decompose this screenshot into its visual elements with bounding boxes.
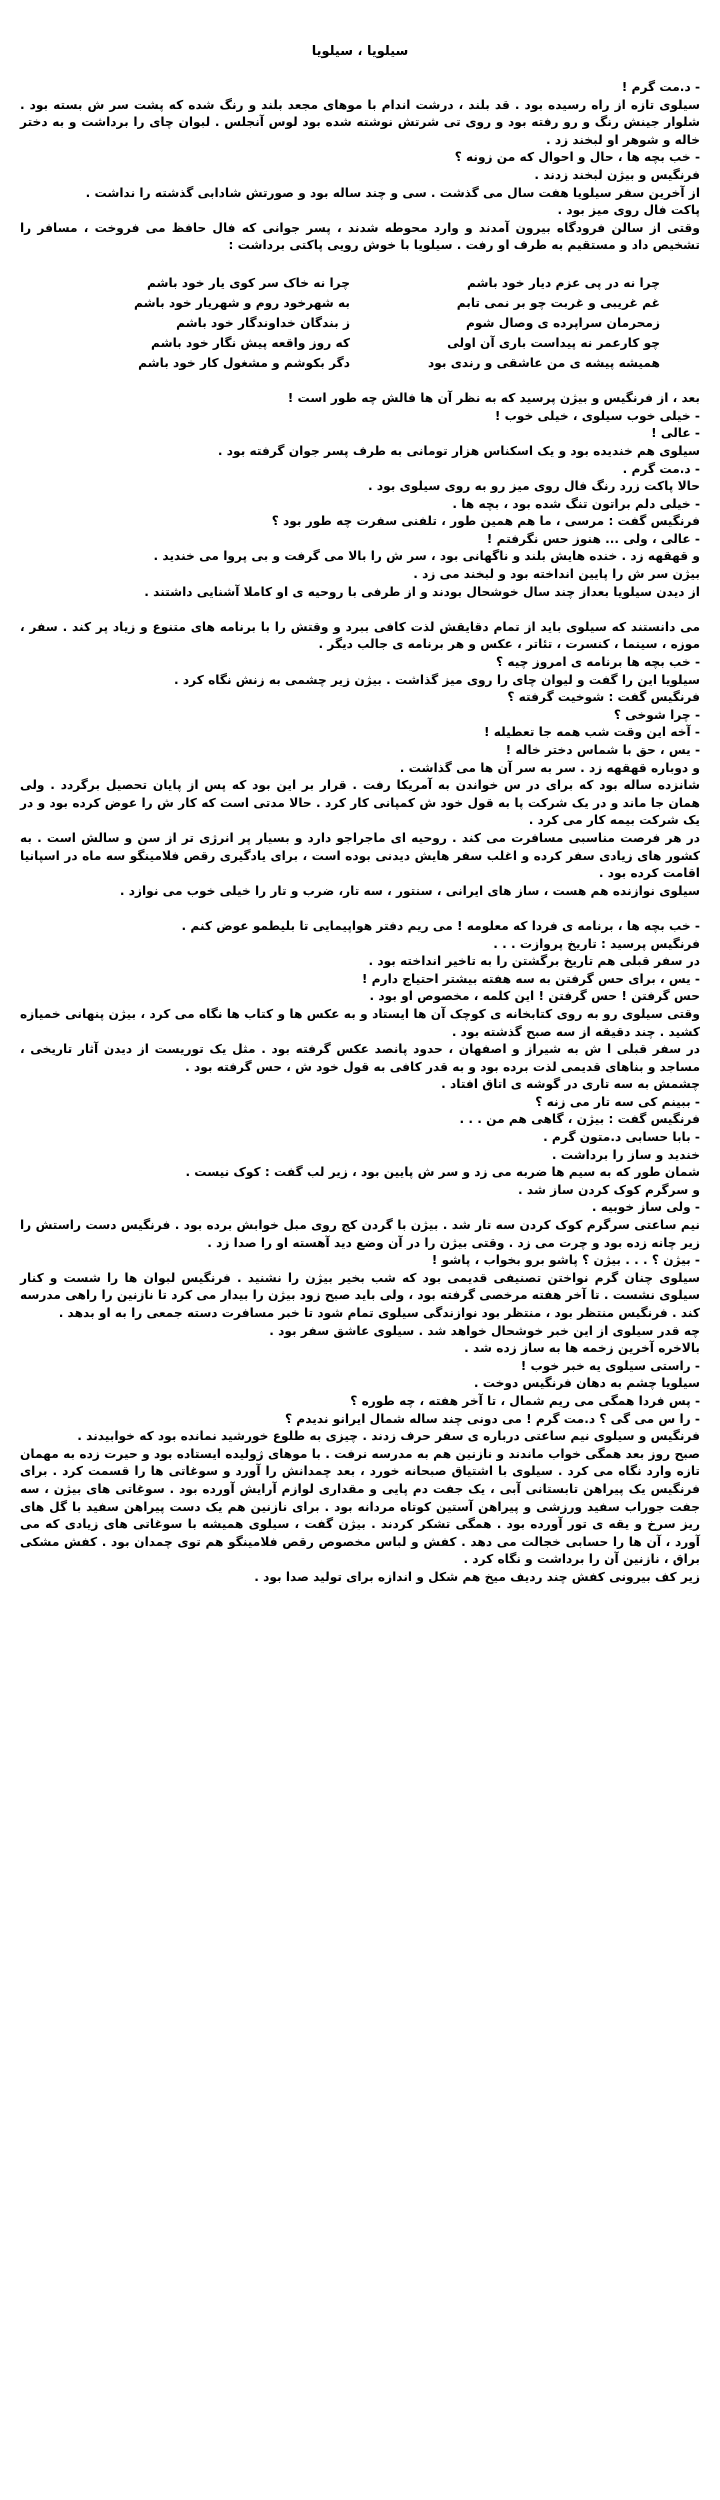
paragraph: - خب بچه ها برنامه ی امروز چیه ؟ [496, 655, 700, 670]
hafez-poem [60, 273, 660, 373]
paragraph: و دوباره قهقهه زد . سر به سر آن ها می گذاشت . [399, 760, 700, 775]
paragraph: سیلوی چنان گرم نواختن تصنیفی قدیمی بود که شب بخیر بیژن را نشنید . فرنگیس لبوان ها را شست و کنار سیلوی نشست . تا آخر هفته مرخصی گرفته بود ، ولی باید صبح زود بیژن را بیدار می کرد تا نازنین را راهی مدرسه کند . فرنگیس منتظر بود ، منتظر بود نوازندگی سیلوی تمام شود تا خبر مسافرت دسته جمعی را به او بدهد . [20, 1270, 700, 1320]
paragraph: از آخرین سفر سیلویا هفت سال می گذشت . سی و چند ساله بود و صورتش شادابی گذشته را نداشت . [85, 185, 700, 200]
poem-verse [60, 273, 660, 293]
poem-hemistich-right: غم غریبی و غربت چو بر نمی تابم [456, 295, 660, 310]
paragraph: سیلوی هم خندیده بود و یک اسکناس هزار تومانی به طرف پسر جوان گرفته بود . [217, 443, 700, 458]
poem-hemistich-left: ز بندگان خداوندگار خود باشم [176, 315, 350, 330]
paragraph: سیلویا چشم به دهان فرنگیس دوخت . [473, 1376, 700, 1391]
paragraph: شانزده ساله بود که برای در س خواندن به آمریکا رفت . قرار بر این بود که پس از پایان تحصیل برگردد . ولی همان جا ماند و در یک شرکت پا به قول خود ش کمپانی کار کرد . حالا مدتی است که کار ش را عوض کرده بود و در یک شرکت بیمه کار می کرد . [20, 778, 700, 828]
paragraph: چه قدر سیلوی از این خبر خوشحال خواهد شد . سیلوی عاشق سفر بود . [269, 1323, 700, 1338]
poem-verse [60, 333, 660, 353]
paragraph: وقتی سیلوی رو به روی کتابخانه ی کوچک آن ها ایستاد و به عکس ها و کتاب ها نگاه می کرد ، بیژن پنهانی خمیازه کشید . چند دقیقه از سه صبح گذشته بود . [20, 1006, 700, 1039]
poem-verse [60, 293, 660, 313]
paragraph: - د.مت گرم . [622, 461, 700, 476]
paragraph: در سفر قبلی هم تاریخ برگشتن را به تاخیر انداخته بود . [368, 954, 700, 969]
paragraph: و سرگرم کوک کردن ساز شد . [518, 1182, 700, 1197]
document-body [20, 390, 700, 1586]
paragraph: - یس ، حق با شماس دختر خاله ! [505, 743, 700, 757]
paragraph: - راستی سیلوی یه خبر خوب ! [520, 1358, 700, 1373]
poem-hemistich-left: چرا نه خاک سر کوی یار خود باشم [146, 275, 350, 290]
paragraph: - عالی ! [651, 426, 700, 441]
poem-hemistich-right: زمحرمان سراپرده ی وصال شوم [465, 315, 660, 330]
paragraph: بالاخره آخرین زخمه ها به ساز زده شد . [464, 1341, 700, 1356]
paragraph: خندید و ساز را برداشت . [551, 1147, 700, 1162]
paragraph: سیلوی تازه از راه رسیده بود . قد بلند ، درشت اندام با موهای مجعد بلند و رنگ شده که پشت سر ش بسته بود . شلوار جینش رنگ و رو رفته بود و روی تی شرتش نوشته شده بود لوس آنجلس . لبوان چای را برداشت و به دختر خاله و شوهر او لبخند زد . [20, 97, 700, 147]
paragraph: - بابا حسابی د.متون گرم . [543, 1130, 700, 1145]
paragraph: بیژن سر ش را پایین انداخته بود و لبخند می زد . [413, 567, 700, 582]
paragraph: بعد ، از فرنگیس و بیژن پرسید که به نظر آن ها فالش چه طور است ! [287, 391, 700, 406]
paragraph: فرنگیس گفت : مرسی ، ما هم همین طور ، تلفنی سفرت چه طور بود ؟ [271, 514, 700, 529]
paragraph: فرنگیس و بیژن لبخند زدند . [534, 167, 700, 182]
paragraph: - خب بچه ها ، حال و احوال که من زونه ؟ [454, 150, 700, 165]
paragraph: - بیژن ؟ . . . بیژن ؟ پاشو برو بخواب ، پاشو ! [431, 1253, 700, 1268]
paragraph: حس گرفتن ! حس گرفتن ! این کلمه ، مخصوص او بود . [369, 989, 700, 1004]
document-title: سیلویا ، سیلویا [311, 44, 409, 59]
paragraph: سیلویا این را گفت و لیوان چای را روی میز گذاشت . بیژن زیر چشمی به زنش نگاه کرد . [174, 672, 700, 687]
paragraph: فرنگیس پرسید : تاریخ پروازت . . . [493, 936, 700, 951]
poem-hemistich-left: که روز واقعه پیش نگار خود باشم [151, 335, 350, 350]
poem-hemistich-left: دگر بکوشم و مشغول کار خود باشم [138, 355, 350, 370]
paragraph: صبح روز بعد همگی خواب ماندند و نازنین هم به مدرسه نرفت . با موهای ژولیده ایستاده بود و حیرت زده به مهمان تازه وارد نگاه می کرد . سیلوی با اشتیاق صبحانه خورد ، بعد چمدانش را آورد و سوغاتی ها را قسمت کرد . برای فرنگیس یک پیراهن تابستانی آبی ، یک جفت دم پایی و مقداری لوازم آرایش آورده بود . سوغاتی های بیژن ، سه جفت جوراب سفید ورزشی و پیراهن آستین کوتاه مردانه بود . برای نازنین هم یک دست پیراهن سفید با گل های ریز سرخ و یقه ی تور آورده بود . همگی تشکر کردند . بیژن گفت ، سیلوی همیشه با سوغاتی های زیادی که می آورد ، آن ها را حسابی خجالت می دهد . کفش و لباس مخصوص رقص فلامینگو هم توی چمدان بود . کفش مشکی براق ، نازنین آن را برداشت و نگاه کرد . [20, 1446, 700, 1567]
paragraph: فرنگیس گفت : بیژن ، گاهی هم من . . . [459, 1112, 700, 1127]
paragraph: می دانستند که سیلوی باید از تمام دقایقش لذت کافی ببرد و وقتش را با برنامه های متنوع و زیاد پر کند . سفر ، موزه ، سینما ، کنسرت ، تئاتر ، عکس و هر برنامه ی جالب دیگر . [20, 619, 700, 652]
paragraph: - چرا شوخی ؟ [613, 707, 700, 722]
paragraph: چشمش به سه تاری در گوشه ی اتاق افتاد . [441, 1077, 700, 1092]
paragraph: فرنگیس گفت : شوخیت گرفته ؟ [507, 690, 700, 705]
paragraph: - خب بچه ها ، برنامه ی فردا که معلومه ! می ریم دفتر هواپیمایی تا بلیطمو عوض کنم . [181, 918, 700, 933]
paragraph: - عالی ، ولی ... هنوز حس نگرفتم ! [486, 531, 700, 546]
paragraph: زیر کف بیرونی کفش چند ردیف میخ هم شکل و اندازه برای تولید صدا بود . [254, 1569, 700, 1584]
paragraph: وقتی از سالن فرودگاه بیرون آمدند و وارد محوطه شدند ، پسر جوانی که فال حافظ می فروخت ، مسافر را تشخیص داد و مستقیم به طرف او رفت . سیلویا با خوش رویی پاکتی برداشت : [20, 220, 700, 253]
paragraph: - خیلی خوب سیلوی ، خیلی خوب ! [494, 408, 700, 423]
paragraph: - د.مت گرم ! [621, 80, 700, 94]
paragraph: در هر فرصت مناسبی مسافرت می کند . روحیه ای ماجراجو دارد و بسیار پر انرژی تر از سن و سالش است . به کشور های زیادی سفر کرده و اغلب سفر هایش دیدنی بوده است ، برای یادگیری رقص فلامینگو سه ماه در اسپانیا اقامت کرده بود . [20, 830, 700, 881]
poem-hemistich-right: چو کارعمر نه پیداست باری آن اولی [447, 335, 660, 350]
paragraph: فرنگیس و سیلوی نیم ساعتی درباره ی سفر حرف زدند . چیزی به طلوع خورشید نمانده بود که خوابیدند . [77, 1429, 700, 1444]
paragraph: پاکت فال روی میز بود . [557, 203, 700, 218]
paragraph: شمان طور که به سیم ها ضربه می زد و سر ش پایین بود ، زیر لب گفت : کوک نیست . [185, 1165, 700, 1180]
paragraph: حالا پاکت زرد رنگ فال روی میز رو به روی سیلوی بود . [367, 479, 700, 494]
paragraph: سیلوی نوازنده هم هست ، ساز های ایرانی ، سنتور ، سه تار، ضرب و تار را خیلی خوب می نوازد . [119, 883, 700, 898]
paragraph: - یس ، برای حس گرفتن به سه هفته بیشتر احتیاج دارم ! [361, 971, 700, 986]
paragraph: - ببینم کی سه تار می زنه ؟ [535, 1094, 700, 1109]
paragraph: در سفر قبلی ا ش به شیراز و اصفهان ، حدود پانصد عکس گرفته بود . مثل یک توریست از دیدن آثار تاریخی ، مساجد و بناهای قدیمی لذت برده بود و به قدر کافی به قول خود ش ، حس گرفته بود . [20, 1042, 700, 1074]
poem-verse [60, 353, 660, 373]
paragraph: - ولی ساز خوبیه . [591, 1200, 700, 1215]
paragraph: - را س می گی ؟ د.مت گرم ! می دونی چند ساله شمال ایرانو ندیدم ؟ [284, 1411, 700, 1426]
paragraph: - آخه این وقت شب همه جا تعطیله ! [483, 725, 700, 740]
paragraph: از دیدن سیلویا بعداز چند سال خوشحال بودند و از طرفی با روحیه ی او کاملا آشنایی داشتند . [144, 584, 700, 599]
paragraph: و قهقهه زد . خنده هایش بلند و ناگهانی بود ، سر ش را بالا می گرفت و بی پروا می خندید . [153, 549, 700, 564]
poem-hemistich-right: همیشه پیشه ی من عاشقی و رندی بود [428, 355, 660, 370]
poem-hemistich-left: به شهرخود روم و شهریار خود باشم [134, 295, 350, 310]
paragraph: - پس فردا همگی می ریم شمال ، تا آخر هفته ، چه طوره ؟ [350, 1393, 700, 1408]
poem-verse [60, 313, 660, 333]
poem-hemistich-right: چرا نه در پی عزم دیار خود باشم [466, 275, 660, 290]
paragraph: نیم ساعتی سرگرم کوک کردن سه تار شد . بیژن با گردن کج روی مبل خوابش برده بود . فرنگیس دست راستش را زیر چانه زده بود و چرت می زد . وقتی بیژن را در آن وضع دید آهسته او را صدا زد . [20, 1218, 700, 1250]
paragraph: - خیلی دلم براتون تنگ شده بود ، بچه ها . [452, 496, 700, 511]
document-intro [20, 79, 700, 255]
